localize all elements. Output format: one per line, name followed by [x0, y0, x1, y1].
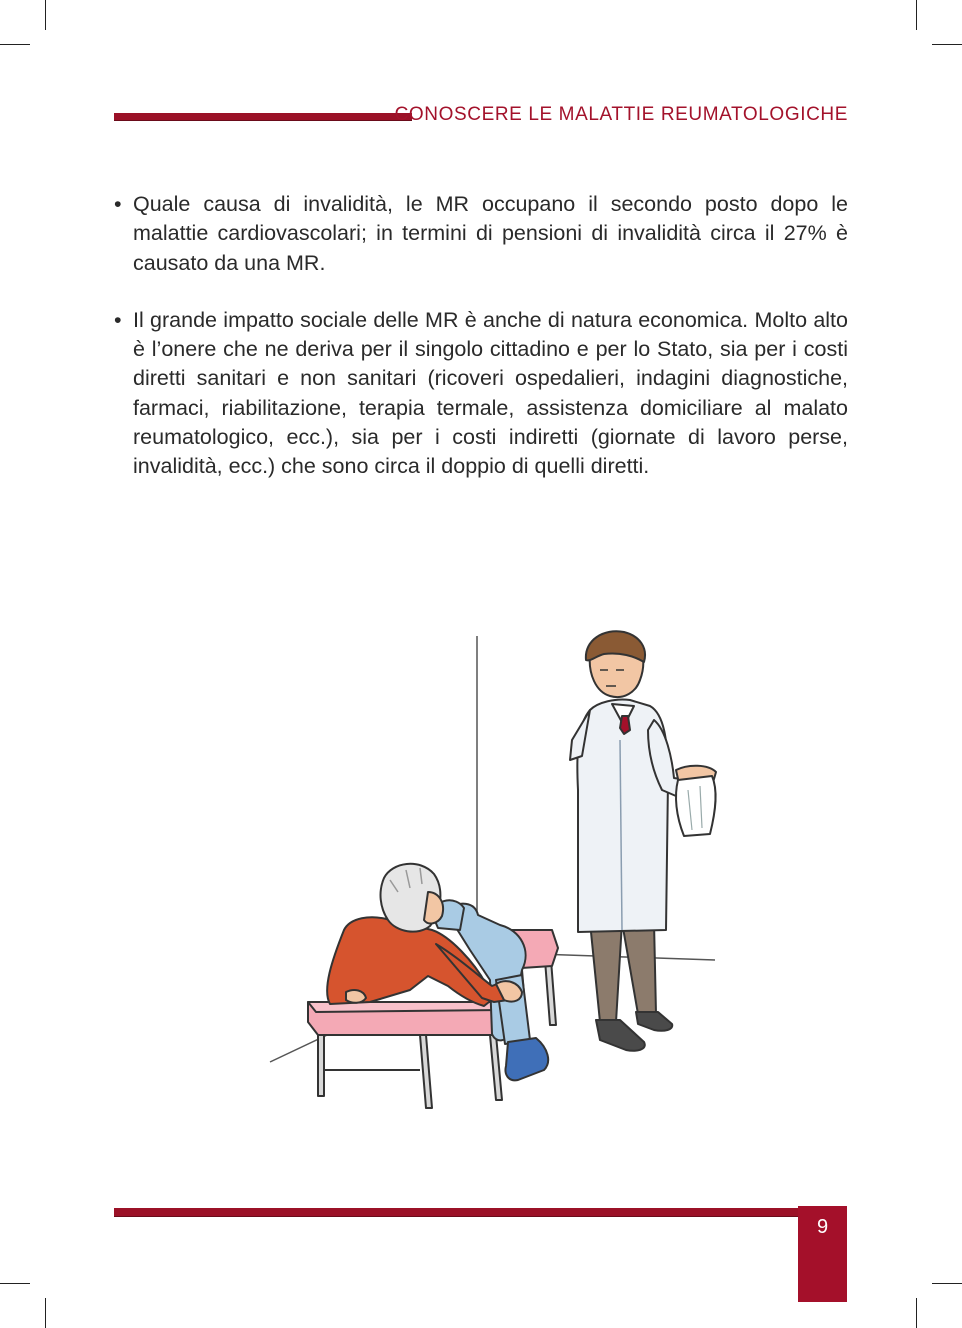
header-rule — [114, 113, 412, 121]
crop-mark-bottom-left-v — [45, 1298, 46, 1328]
crop-mark-top-right-v — [916, 0, 917, 30]
page-number: 9 — [816, 1216, 829, 1238]
crop-mark-top-right-h — [932, 44, 962, 45]
crop-mark-bottom-right-v — [916, 1298, 917, 1328]
bullet-paragraph — [114, 306, 848, 482]
body-text — [114, 190, 848, 510]
crop-mark-top-left-v — [45, 0, 46, 30]
crop-mark-bottom-right-h — [932, 1283, 962, 1284]
footer-rule — [114, 1208, 798, 1217]
paragraph-text: Il grande impatto sociale delle MR è anche di natura economica. Molto alto è l’onere che ne deriva per il singolo cittadino e per lo Stato, sia per i costi diretti sanitari e non sanitari (ricoveri ospedalieri, indagini diagnostiche, farmaci, riabilitazione, terapia termale, assistenza domiciliare al malato reumatologico, ecc.), sia per i costi indiretti (giornate di lavoro perse, invalidità, ecc.) che sono circa il doppio di quelli diretti. — [133, 307, 848, 479]
doctor-figure — [570, 631, 716, 1050]
running-header: CONOSCERE LE MALATTIE REUMATOLOGICHE — [394, 104, 848, 125]
page-number-tab — [798, 1206, 847, 1302]
bullet-marker: • — [114, 192, 122, 216]
doctor-patient-illustration — [260, 630, 730, 1120]
patient-figure — [327, 864, 548, 1080]
crop-mark-bottom-left-h — [0, 1283, 30, 1284]
crop-mark-top-left-h — [0, 44, 30, 45]
bullet-paragraph — [114, 190, 848, 278]
bullet-marker: • — [114, 307, 122, 332]
paragraph-text: Quale causa di invalidità, le MR occupano il secondo posto dopo le malattie cardiovascolari; in termini di pensioni di invalidità circa il 27% è causato da una MR. — [133, 192, 848, 275]
